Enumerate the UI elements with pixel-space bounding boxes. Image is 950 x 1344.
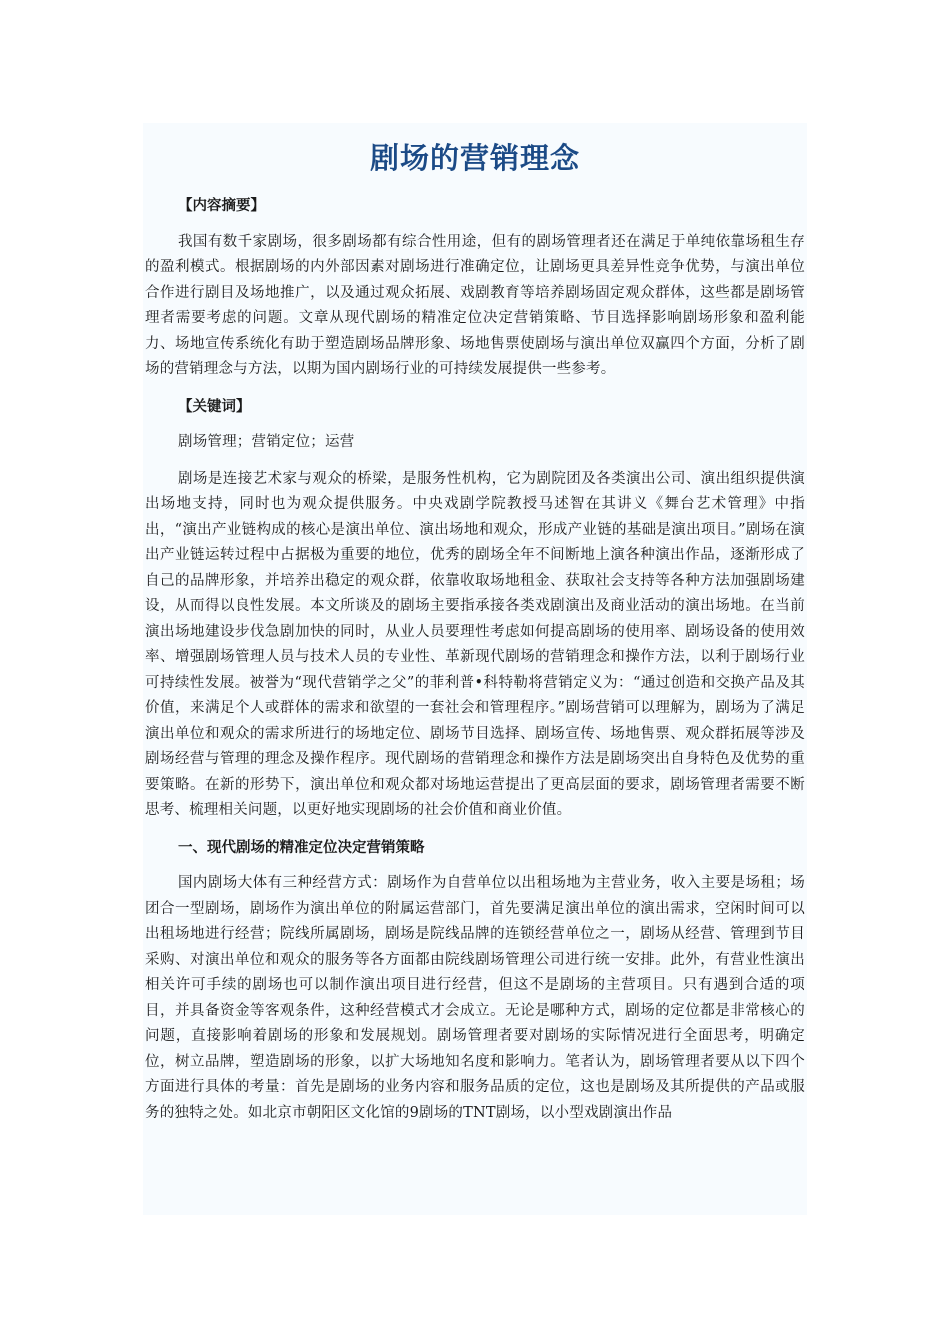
spacer [145, 383, 805, 394]
abstract-label: 【内容摘要】 [178, 197, 265, 214]
spacer [145, 419, 805, 430]
section1-heading: 一、现代剧场的精准定位决定营销策略 [178, 838, 425, 856]
keywords-paragraph: 剧场管理；营销定位；运营 [178, 434, 355, 450]
intro-paragraph: 剧场是连接艺术家与观众的桥梁，是服务性机构，它为剧院团及各类演出公司、演出组织提供演出场地支持，同时也为观众提供服务。中央戏剧学院教授马述智在其讲义《舞台艺术管理》中指出，“演出产业链构成的核心是演出单位、演出场地和观众，形成产业链的基础是演出项目。”剧场在演出产业链运转过程中占据极为重要的地位，优秀的剧场全年不间断地上演各种演出作品，逐渐形成了自己的品牌形象，并培养出稳定的观众群，依靠收取场地租金、获取社会支持等各种方法加强剧场建设，从而得以良性发展。本文所谈及的剧场主要指承接各类戏剧演出及商业活动的演出场地。在当前演出场地建设步伐急剧加快的同时，从业人员要理性考虑如何提高剧场的使用率、剧场设备的使用效率、增强剧场管理人员与技术人员的专业性、革新现代剧场的营销理念和操作方法，以利于剧场行业可持续性发展。被誉为“现代营销学之父”的菲利普•科特勒将营销定义为：“通过创造和交换产品及其价值，来满足个人或群体的需求和欲望的一套社会和管理程序。”剧场营销可以理解为，剧场为了满足演出单位和观众的需求所进行的场地定位、剧场节目选择、剧场宣传、场地售票、观众群拓展等涉及剧场经营与管理的理念及操作程序。现代剧场的营销理念和操作方法是剧场突出自身特色及优势的重要策略。在新的形势下，演出单位和观众都对场地运营提出了更高层面的要求，剧场管理者需要不断思考、梳理相关问题，以更好地实现剧场的社会价值和商业价值。 [145, 470, 805, 818]
keywords-label: 【关键词】 [178, 397, 251, 415]
page-title: 剧场的营销理念 [369, 141, 580, 175]
spacer [145, 219, 805, 230]
spacer [145, 183, 805, 193]
spacer [145, 860, 805, 871]
spacer [145, 456, 805, 467]
spacer [145, 824, 805, 835]
section1-paragraph: 国内剧场大体有三种经营方式：剧场作为自营单位以出租场地为主营业务，收入主要是场租；场团合一型剧场，剧场作为演出单位的附属运营部门，首先要满足演出单位的演出需求，空闲时间可以出租场地进行经营；院线所属剧场，剧场是院线品牌的连锁经营单位之一，剧场从经营、管理到节目采购、对演出单位和观众的服务等各方面都由院线剧场管理公司进行统一安排。此外，有营业性演出相关许可手续的剧场也可以制作演出项目进行经营，但这不是剧场的主营项目。只有遇到合适的项目，并具备资金等客观条件，这种经营模式才会成立。无论是哪种方式，剧场的定位都是非常核心的问题，直接影响着剧场的形象和发展规划。剧场管理者要对剧场的实际情况进行全面思考，明确定位，树立品牌，塑造剧场的形象，以扩大场地知名度和影响力。笔者认为，剧场管理者要从以下四个方面进行具体的考量：首先是剧场的业务内容和服务品质的定位，这也是剧场及其所提供的产品或服务的独特之处。如北京市朝阳区文化馆的9剧场的TNT剧场，以小型戏剧演出作品 [145, 875, 805, 1121]
abstract-paragraph: 我国有数千家剧场，很多剧场都有综合性用途，但有的剧场管理者还在满足于单纯依靠场租生存的盈利模式。根据剧场的内外部因素对剧场进行准确定位，让剧场更具差异性竞争优势，与演出单位合作进行剧目及场地推广，以及通过观众拓展、戏剧教育等培养剧场固定观众群体，这些都是剧场管理者需要考虑的问题。文章从现代剧场的精准定位决定营销策略、节目选择影响剧场形象和盈利能力、场地宣传系统化有助于塑造剧场品牌形象、场地售票使剧场与演出单位双赢四个方面，分析了剧场的营销理念与方法，以期为国内剧场行业的可持续发展提供一些参考。 [145, 233, 805, 377]
document-panel [143, 123, 807, 1215]
